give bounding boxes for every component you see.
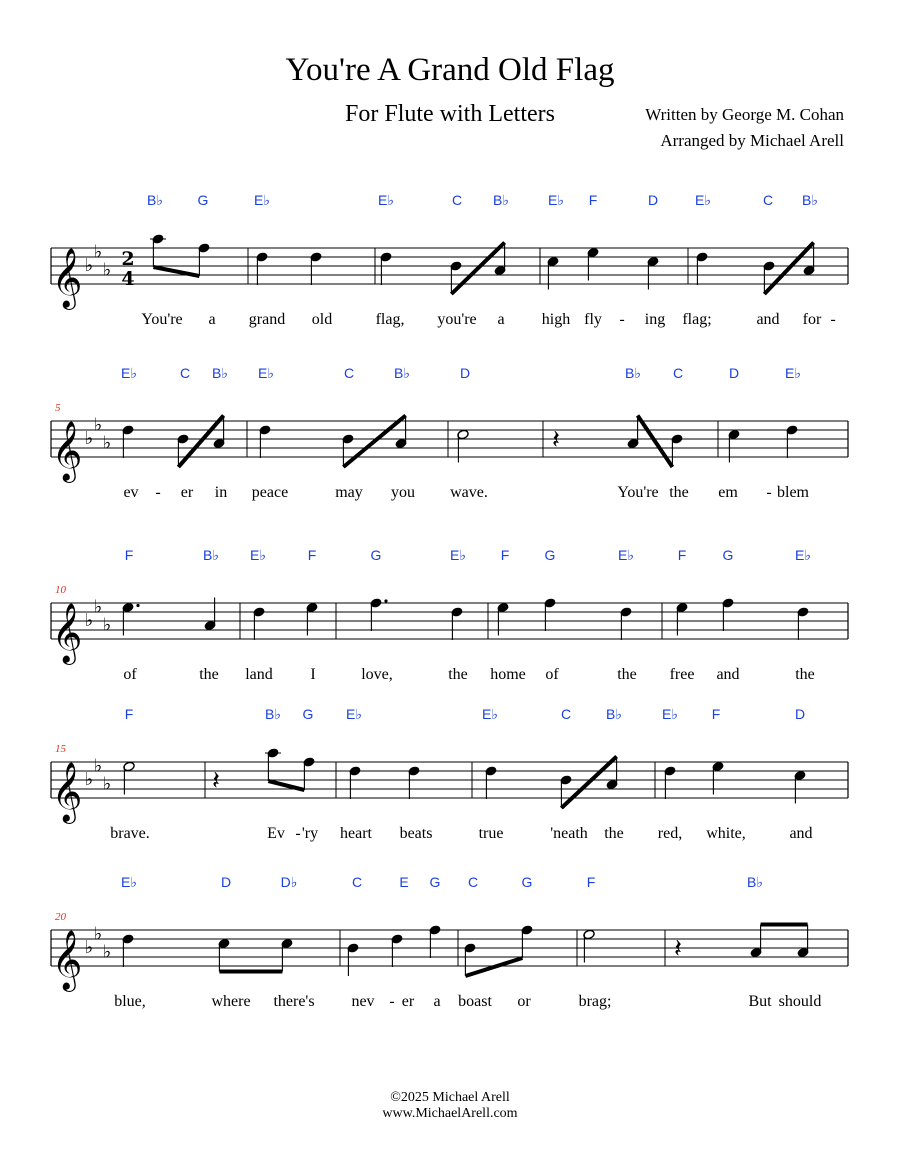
lyric-word: ing xyxy=(644,311,666,328)
lyric-word: free xyxy=(669,666,695,683)
chord-letter: E♭ xyxy=(795,547,811,563)
lyric-word: a xyxy=(497,311,505,328)
chord-letter: G xyxy=(197,192,209,208)
measure-number: 5 xyxy=(55,402,61,414)
lyric-word: a xyxy=(208,311,216,328)
lyric-word: heart xyxy=(340,825,372,842)
lyric-word: boast xyxy=(458,993,492,1010)
arranger-credit: Arranged by Michael Arell xyxy=(660,131,844,150)
beam xyxy=(465,958,522,976)
chord-letter: F xyxy=(586,874,596,890)
flat-sign-icon: ♭ xyxy=(84,769,94,790)
lyric-word: high xyxy=(541,311,571,328)
chord-letter: F xyxy=(124,706,134,722)
chord-letter: D xyxy=(459,365,471,381)
chord-letter: C xyxy=(343,365,355,381)
chord-letter: D xyxy=(647,192,659,208)
lyric-word: the xyxy=(669,484,689,501)
lyric-word: - xyxy=(619,311,625,328)
treble-clef-icon: 𝄞 xyxy=(51,421,83,481)
lyric-word: the xyxy=(617,666,637,683)
lyric-word: fly xyxy=(584,311,602,328)
lyric-word: land xyxy=(245,666,273,683)
measure-number: 15 xyxy=(55,743,66,755)
lyric-word: there's xyxy=(273,993,315,1010)
time-signature-bottom: 4 xyxy=(121,268,135,290)
lyric-word: - xyxy=(830,311,836,328)
flat-sign-icon: ♭ xyxy=(102,773,112,795)
chord-letter: E♭ xyxy=(548,192,564,208)
lyric-word: - xyxy=(766,484,772,501)
chord-letter: C xyxy=(672,365,684,381)
lyric-word: old xyxy=(311,311,333,328)
chord-letter: B♭ xyxy=(265,706,281,722)
lyric-word: of xyxy=(545,666,559,683)
chord-letter: C xyxy=(179,365,191,381)
chord-letter: E♭ xyxy=(250,547,266,563)
lyric-word: or xyxy=(517,993,531,1010)
chord-letter: B♭ xyxy=(493,192,509,208)
lyric-word: and xyxy=(756,311,780,328)
lyric-word: in xyxy=(214,484,228,501)
chord-letter: C xyxy=(560,706,572,722)
flat-sign-icon: ♭ xyxy=(84,937,94,958)
composer-credit: Written by George M. Cohan xyxy=(645,105,844,124)
dot xyxy=(384,599,387,602)
chord-letter: E♭ xyxy=(482,706,498,722)
chord-letter: D xyxy=(220,874,232,890)
lyric-word: of xyxy=(123,666,137,683)
chord-letter: F xyxy=(124,547,134,563)
lyric-word: You're xyxy=(617,484,659,501)
treble-clef-icon: 𝄞 xyxy=(51,762,83,822)
treble-clef-icon: 𝄞 xyxy=(51,603,83,663)
chord-letter: E♭ xyxy=(695,192,711,208)
flat-sign-icon: ♭ xyxy=(93,414,103,436)
lyric-word: the xyxy=(795,666,815,683)
measure-number: 20 xyxy=(55,911,66,923)
quarter-rest-icon: 𝄽 xyxy=(552,425,560,455)
lyric-word: - xyxy=(295,825,301,842)
lyric-word: Ev xyxy=(267,825,285,842)
chord-letter: G xyxy=(544,547,556,563)
song-subtitle: For Flute with Letters xyxy=(345,101,555,127)
chord-letter: G xyxy=(521,874,533,890)
lyric-word: for xyxy=(802,311,822,328)
lyric-word: the xyxy=(199,666,219,683)
chord-letter: E♭ xyxy=(258,365,274,381)
lyric-word: red, xyxy=(657,825,683,842)
treble-clef-icon: 𝄞 xyxy=(51,248,83,308)
chord-letter: B♭ xyxy=(203,547,219,563)
lyric-word: love, xyxy=(361,666,393,683)
lyric-word: you're xyxy=(437,311,477,328)
chord-letter: F xyxy=(500,547,510,563)
lyric-word: - xyxy=(155,484,161,501)
flat-sign-icon: ♭ xyxy=(84,255,94,276)
chord-letter: G xyxy=(302,706,314,722)
lyric-word: brag; xyxy=(578,993,612,1010)
lyric-word: white, xyxy=(706,825,746,842)
treble-clef-icon: 𝄞 xyxy=(51,930,83,990)
lyric-word: you xyxy=(391,484,415,501)
chord-letter: F xyxy=(588,192,598,208)
chord-letter: B♭ xyxy=(212,365,228,381)
beam xyxy=(343,416,405,468)
chord-letter: C xyxy=(451,192,463,208)
chord-letter: D xyxy=(728,365,740,381)
chord-letter: C xyxy=(762,192,774,208)
lyric-word: I xyxy=(310,666,316,683)
chord-letter: E♭ xyxy=(346,706,362,722)
flat-sign-icon: ♭ xyxy=(102,941,112,963)
chord-letter: E♭ xyxy=(254,192,270,208)
lyric-word: wave. xyxy=(450,484,488,501)
lyric-word: true xyxy=(478,825,504,842)
flat-sign-icon: ♭ xyxy=(93,596,103,618)
lyric-word: 'ry xyxy=(301,825,319,842)
chord-letter: B♭ xyxy=(747,874,763,890)
chord-letter: B♭ xyxy=(802,192,818,208)
chord-letter: F xyxy=(711,706,721,722)
chord-letter: E♭ xyxy=(785,365,801,381)
chord-letter: E♭ xyxy=(662,706,678,722)
lyric-word: nev xyxy=(351,993,375,1010)
lyric-word: blem xyxy=(777,484,809,501)
lyric-word: the xyxy=(604,825,624,842)
lyric-word: em xyxy=(718,484,738,501)
quarter-rest-icon: 𝄽 xyxy=(674,934,682,964)
chord-letter: E♭ xyxy=(450,547,466,563)
lyric-word: 'neath xyxy=(550,825,588,842)
lyric-word: flag, xyxy=(375,311,405,328)
chord-letter: B♭ xyxy=(606,706,622,722)
chord-letter: E xyxy=(399,874,409,890)
lyric-word: and xyxy=(789,825,813,842)
chord-letter: F xyxy=(677,547,687,563)
song-title: You're A Grand Old Flag xyxy=(285,52,615,88)
chord-letter: D xyxy=(794,706,806,722)
chord-letter: E♭ xyxy=(378,192,394,208)
lyric-word: er xyxy=(180,484,194,501)
lyric-word: ev xyxy=(123,484,139,501)
lyric-word: You're xyxy=(141,311,183,328)
chord-letter: E♭ xyxy=(121,874,137,890)
lyric-word: should xyxy=(778,993,822,1010)
flat-sign-icon: ♭ xyxy=(93,923,103,945)
lyric-word: the xyxy=(448,666,468,683)
lyric-word: er xyxy=(401,993,415,1010)
lyric-word: blue, xyxy=(114,993,146,1010)
chord-letter: E♭ xyxy=(121,365,137,381)
beam xyxy=(638,416,673,468)
flat-sign-icon: ♭ xyxy=(84,428,94,449)
lyric-word: a xyxy=(433,993,441,1010)
chord-letter: G xyxy=(370,547,382,563)
chord-letter: F xyxy=(307,547,317,563)
dot xyxy=(136,604,139,607)
flat-sign-icon: ♭ xyxy=(93,241,103,263)
flat-sign-icon: ♭ xyxy=(102,614,112,636)
chord-letter: C xyxy=(467,874,479,890)
lyric-word: where xyxy=(211,993,251,1010)
chord-letter: D♭ xyxy=(280,874,298,890)
lyric-word: brave. xyxy=(110,825,150,842)
chord-letter: C xyxy=(351,874,363,890)
chord-letter: B♭ xyxy=(625,365,641,381)
lyric-word: flag; xyxy=(682,311,712,328)
measure-number: 10 xyxy=(55,584,66,596)
lyric-word: But xyxy=(748,993,772,1010)
chord-letter: G xyxy=(429,874,441,890)
lyric-word: - xyxy=(389,993,395,1010)
lyric-word: may xyxy=(335,484,363,501)
time-signature-top: 2 xyxy=(121,248,135,270)
chord-letter: E♭ xyxy=(618,547,634,563)
lyric-word: peace xyxy=(251,484,289,501)
chord-letter: G xyxy=(722,547,734,563)
lyric-word: grand xyxy=(248,311,286,328)
lyric-word: home xyxy=(490,666,526,683)
lyric-word: beats xyxy=(399,825,433,842)
flat-sign-icon: ♭ xyxy=(93,755,103,777)
quarter-rest-icon: 𝄽 xyxy=(212,766,220,796)
chord-letter: B♭ xyxy=(394,365,410,381)
chord-letter: B♭ xyxy=(147,192,163,208)
website-link[interactable]: www.MichaelArell.com xyxy=(382,1106,518,1121)
copyright-notice: ©2025 Michael Arell xyxy=(390,1090,510,1105)
flat-sign-icon: ♭ xyxy=(84,610,94,631)
lyric-word: and xyxy=(716,666,740,683)
flat-sign-icon: ♭ xyxy=(102,432,112,454)
flat-sign-icon: ♭ xyxy=(102,259,112,281)
